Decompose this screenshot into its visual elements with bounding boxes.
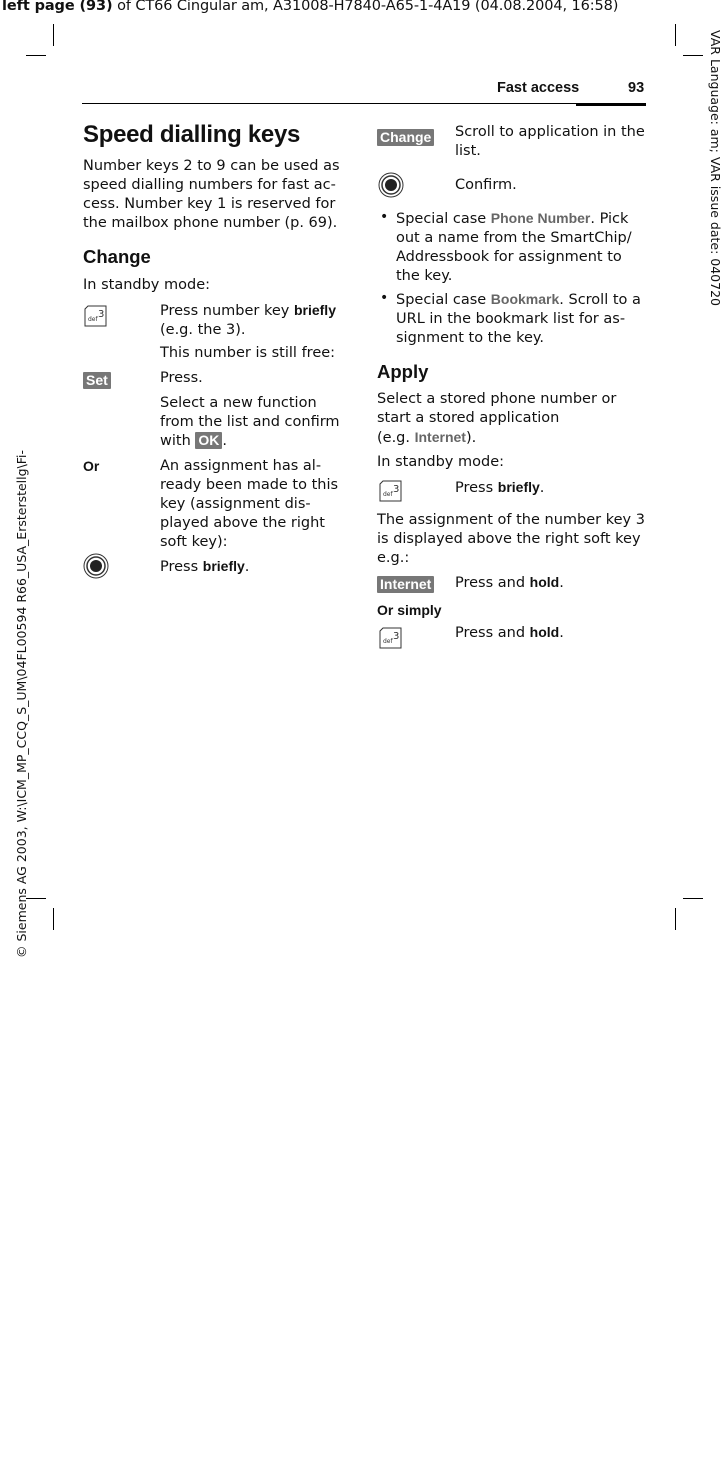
apply-line: start a stored application: [377, 410, 560, 426]
bullet-text: Special case: [396, 211, 491, 227]
apply-line: Select a stored phone number or: [377, 391, 617, 407]
apply-heading: Apply: [377, 361, 429, 382]
bullet-line: out a name from the SmartChip/: [396, 230, 632, 246]
navigation-key-icon: [378, 172, 404, 198]
step-text-2: (e.g. the 3).: [160, 322, 246, 338]
set-softkey-label: Set: [83, 372, 111, 389]
hold-text: Press and: [455, 575, 530, 591]
select-line: Select a new function: [160, 395, 317, 411]
bullet-text: . Pick: [590, 211, 629, 227]
assign-line: is displayed above the right soft key: [377, 531, 641, 547]
crop-mark: [53, 24, 54, 46]
press-hold-text: [455, 573, 564, 593]
crop-mark: [675, 24, 676, 46]
step-bold: briefly: [293, 302, 336, 318]
intro-line: speed dialling numbers for fast ac-: [83, 177, 336, 193]
number-key-3-icon: [379, 480, 403, 502]
key-digit: 3: [98, 309, 105, 320]
hold-end: .: [559, 625, 564, 641]
change-heading: Change: [83, 246, 151, 267]
bullet-line: signment to the key.: [396, 330, 545, 346]
section-title: Fast access: [497, 80, 580, 96]
press-text: Press: [160, 559, 203, 575]
page-heading: Speed dialling keys: [83, 121, 301, 148]
press-bold: briefly: [497, 479, 540, 495]
print-info-line: [2, 0, 618, 14]
key-small-label: def: [383, 638, 393, 645]
header-rule-thick: [576, 103, 646, 106]
assign-line: played above the right: [160, 515, 325, 531]
set-press-text: Press.: [160, 370, 203, 386]
intro-line: the mailbox phone number (p. 69).: [83, 215, 338, 231]
print-info-rest: of CT66 Cingular am, A31008-H7840-A65-1-4A19 (04.08.2004, 16:58): [112, 0, 619, 14]
assign-line: An assignment has al-: [160, 458, 322, 474]
internet-softkey-label: Internet: [377, 576, 434, 593]
intro-paragraph: [83, 157, 340, 233]
assign-line: e.g.:: [377, 550, 410, 566]
press-bold: briefly: [202, 558, 245, 574]
assign-line: soft key):: [160, 534, 228, 550]
step-press-number: [160, 301, 336, 340]
bookmark-label: Bookmark: [490, 291, 560, 307]
side-text-right-label: VAR Language: am; VAR issue date: 040720: [708, 30, 723, 306]
set-softkey: [83, 370, 111, 389]
scroll-text: [455, 123, 645, 161]
eg-text: (e.g.: [377, 430, 415, 446]
eg-text: ).: [465, 430, 477, 446]
hold-bold: hold: [529, 624, 560, 640]
standby-text: In standby mode:: [377, 454, 504, 470]
page-number: 93: [628, 80, 645, 96]
phone-number-label: Phone Number: [490, 210, 591, 226]
scroll-line: Scroll to application in the: [455, 124, 645, 140]
press-end: .: [539, 480, 545, 496]
bullet-line: Addressbook for assignment to: [396, 249, 622, 265]
or-simply-label: Or simply: [377, 602, 442, 618]
bullet-dot: •: [380, 209, 389, 225]
bullet-phone-number: [396, 209, 632, 286]
press-end: .: [244, 559, 250, 575]
print-info-bold: left page (93): [2, 0, 113, 14]
hold-bold: hold: [529, 574, 560, 590]
crop-mark: [53, 908, 54, 930]
bullet-text: Special case: [396, 292, 491, 308]
key-small-label: def: [383, 491, 393, 498]
or-label: Or: [83, 458, 100, 474]
side-text-left-label: © Siemens AG 2003, W:\ICM_MP_CCQ_S_UM\04FL00594 R66_USA_Ersterstellg\Fi-: [14, 449, 29, 958]
side-text-right: [709, 30, 724, 350]
crop-mark: [683, 898, 703, 899]
key-small-label: def: [88, 316, 98, 323]
bullet-bookmark: [396, 290, 641, 348]
hold-text: Press and: [455, 625, 530, 641]
bullet-dot: •: [380, 290, 389, 306]
step-text: Press number key: [160, 303, 294, 319]
number-key-3-icon: [379, 627, 403, 649]
period: .: [222, 433, 227, 449]
internet-label: Internet: [414, 429, 466, 445]
number-key-3-icon: [84, 305, 108, 327]
ok-softkey-label: OK: [195, 432, 222, 449]
assignment-text: [160, 457, 338, 552]
assignment-display-text: [377, 511, 645, 568]
header-rule: [82, 103, 576, 104]
apply-text: [377, 390, 616, 448]
still-free-text: This number is still free:: [160, 345, 336, 361]
navigation-key-icon: [83, 553, 109, 579]
crop-mark: [675, 908, 676, 930]
assign-line: The assignment of the number key 3: [377, 512, 645, 528]
with-text: with: [160, 433, 196, 449]
hold-end: .: [559, 575, 564, 591]
crop-mark: [26, 55, 46, 56]
assign-line: key (assignment dis-: [160, 496, 311, 512]
select-line: from the list and confirm: [160, 414, 340, 430]
crop-mark: [26, 898, 46, 899]
key-digit: 3: [393, 631, 400, 642]
assign-line: ready been made to this: [160, 477, 339, 493]
intro-line: cess. Number key 1 is reserved for: [83, 196, 336, 212]
press-text: Press: [455, 480, 498, 496]
intro-line: Number keys 2 to 9 can be used as: [83, 158, 340, 174]
press-briefly-text: [160, 557, 249, 577]
bullet-line: the key.: [396, 268, 453, 284]
standby-text: In standby mode:: [83, 277, 210, 293]
press-briefly-text: [455, 478, 544, 498]
press-hold-text: [455, 623, 564, 643]
crop-mark: [683, 55, 703, 56]
scroll-line: list.: [455, 143, 481, 159]
select-function-text: [160, 394, 340, 451]
key-digit: 3: [393, 484, 400, 495]
bullet-line: URL in the bookmark list for as-: [396, 311, 626, 327]
bullet-text: . Scroll to a: [559, 292, 641, 308]
confirm-text: Confirm.: [455, 177, 517, 193]
change-softkey: [377, 127, 434, 146]
side-text-left: [0, 449, 29, 1478]
change-softkey-label: Change: [377, 129, 434, 146]
internet-softkey: [377, 574, 434, 593]
